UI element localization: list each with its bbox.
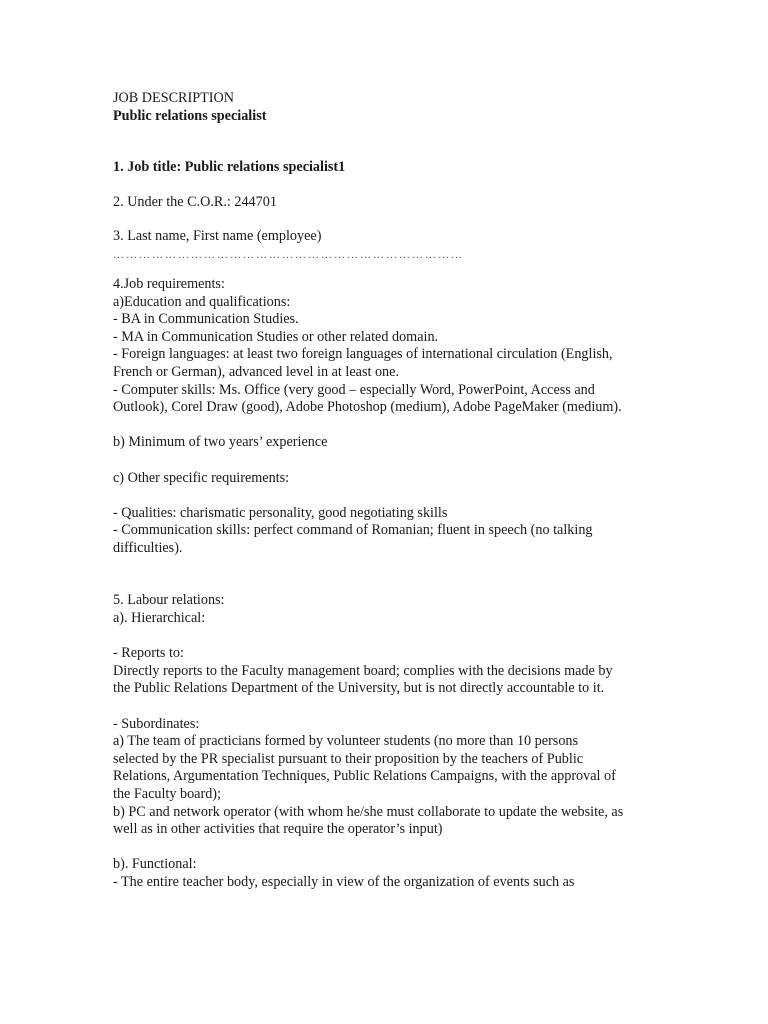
section-4a-item: - BA in Communication Studies. bbox=[113, 311, 299, 328]
section-3-name: 3. Last name, First name (employee) bbox=[113, 228, 322, 245]
doc-title: Public relations specialist bbox=[113, 107, 267, 124]
reports-to-title: - Reports to: bbox=[113, 645, 184, 662]
subordinates-title: - Subordinates: bbox=[113, 715, 200, 732]
section-4c-title: c) Other specific requirements: bbox=[113, 469, 290, 486]
section-4a-title: a)Education and qualifications: bbox=[113, 293, 291, 310]
section-4c-item: - Qualities: charismatic personality, good negotiating skills bbox=[113, 504, 448, 521]
section-5-title: 5. Labour relations: bbox=[113, 592, 225, 609]
subordinates-line: the Faculty board); bbox=[113, 786, 221, 802]
subordinates-line: Relations, Argumentation Techniques, Public Relations Campaigns, with the approval of bbox=[113, 768, 616, 785]
section-4-title: 4.Job requirements: bbox=[113, 275, 225, 292]
subordinates-line: well as in other activities that require the operator’s input) bbox=[113, 821, 443, 838]
document-page bbox=[113, 90, 673, 892]
section-5a-title: a). Hierarchical: bbox=[113, 610, 206, 627]
section-3-dotted-line: ……………………………………………………………………… bbox=[113, 248, 464, 261]
section-4a-item: Outlook), Corel Draw (good), Adobe Photoshop (medium), Adobe PageMaker (medium). bbox=[113, 399, 622, 416]
section-1-job-title: 1. Job title: Public relations specialist1 bbox=[113, 159, 346, 176]
section-4a-item: - MA in Communication Studies or other related domain. bbox=[113, 328, 439, 345]
subordinates-line: a) The team of practicians formed by volunteer students (no more than 10 persons bbox=[113, 733, 579, 750]
section-4a-item: - Computer skills: Ms. Office (very good – especially Word, PowerPoint, Access and bbox=[113, 381, 595, 398]
section-4c-item: difficulties). bbox=[113, 539, 183, 556]
section-2-cor: 2. Under the C.O.R.: 244701 bbox=[113, 193, 277, 210]
section-4a-item: French or German), advanced level in at least one. bbox=[113, 363, 399, 380]
section-5b-line: - The entire teacher body, especially in view of the organization of events such as bbox=[113, 873, 575, 890]
reports-to-line: Directly reports to the Faculty management board; complies with the decisions made by bbox=[113, 662, 613, 679]
subordinates-line: b) PC and network operator (with whom he/she must collaborate to update the website, as bbox=[113, 803, 624, 820]
section-4c-item: - Communication skills: perfect command of Romanian; fluent in speech (no talking bbox=[113, 522, 593, 539]
section-5b-title: b). Functional: bbox=[113, 856, 197, 873]
doc-label: JOB DESCRIPTION bbox=[113, 90, 235, 106]
reports-to-line: the Public Relations Department of the University, but is not directly accountable to it. bbox=[113, 680, 605, 697]
subordinates-line: selected by the PR specialist pursuant to their proposition by the teachers of Public bbox=[113, 750, 584, 767]
section-4a-item: - Foreign languages: at least two foreign languages of international circulation (English, bbox=[113, 346, 613, 363]
section-4b-experience: b) Minimum of two years’ experience bbox=[113, 434, 328, 451]
